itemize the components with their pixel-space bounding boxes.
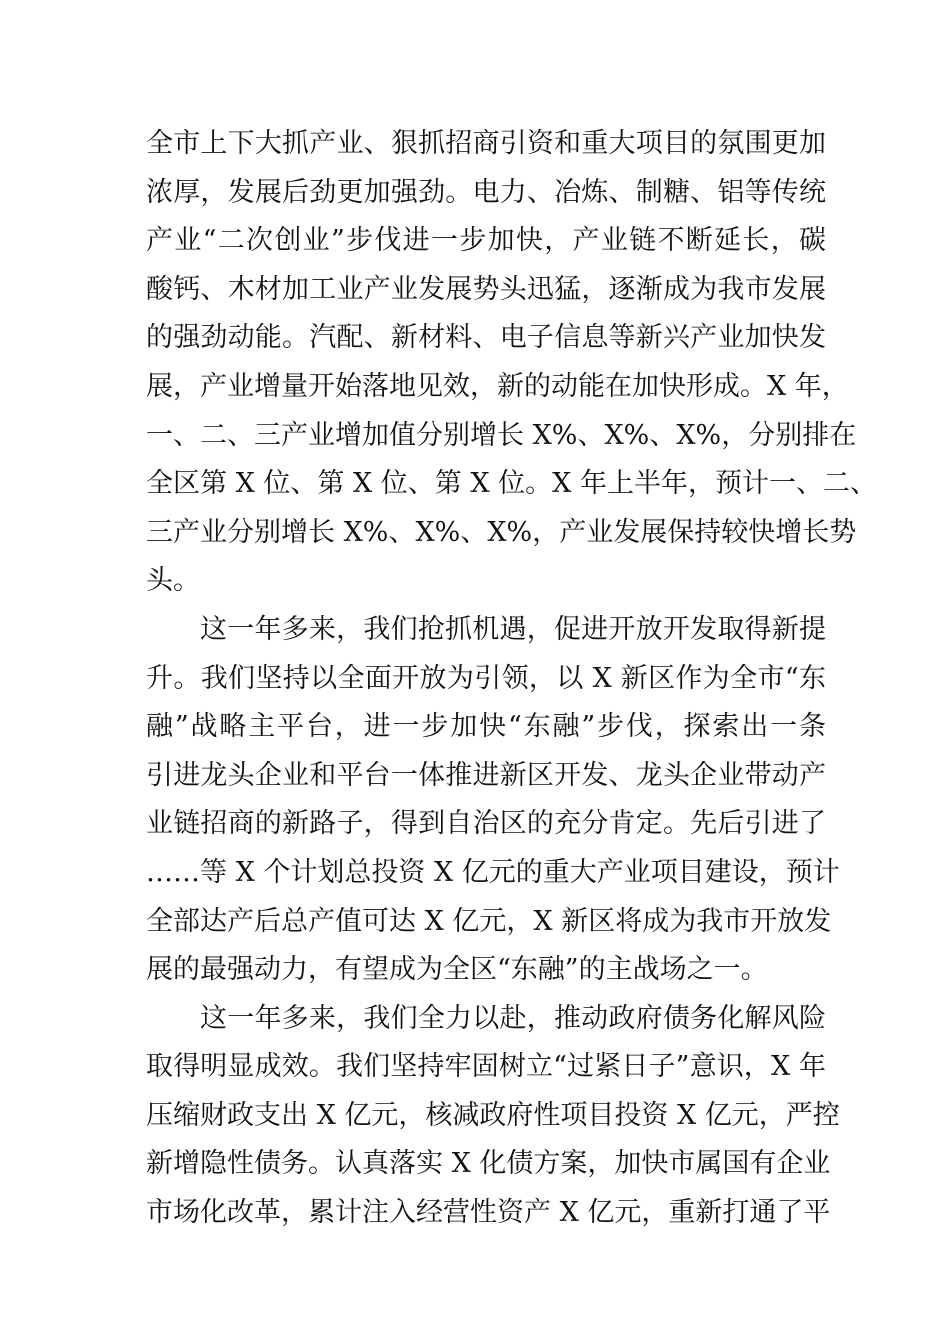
paragraph-3-line-2: 取得明显成效。我们坚持牢固树立“过紧日子”意识，X 年 [146,1051,826,1083]
paragraph-3-line-1: 这一年多来，我们全力以赴，推动政府债务化解风险 [200,1002,826,1034]
paragraph-1-line-6: 展，产业增量开始落地见效，新的动能在加快形成。X 年， [146,370,849,402]
paragraph-2-line-2: 升。我们坚持以全面开放为引领，以 X 新区作为全市“东 [146,662,826,694]
paragraph-1-line-4: 酸钙、木材加工业产业发展势头迅猛，逐渐成为我市发展 [146,273,826,305]
paragraph-2-line-3: 融”战略主平台，进一步加快“东融”步伐，探索出一条 [146,711,826,743]
paragraph-3-line-3: 压缩财政支出 X 亿元，核减政府性项目投资 X 亿元，严控 [146,1099,840,1131]
paragraph-2-line-7: 全部达产后总产值可达 X 亿元，X 新区将成为我市开放发 [146,905,832,937]
paragraph-1-line-10: 头。 [146,565,200,597]
paragraph-2-line-4: 引进龙头企业和平台一体推进新区开发、龙头企业带动产 [146,759,826,791]
paragraph-1-line-8: 全区第 X 位、第 X 位、第 X 位。X 年上半年，预计一、二、 [146,468,877,500]
paragraph-3-line-4: 新增隐性债务。认真落实 X 化债方案，加快市属国有企业 [146,1148,831,1180]
paragraph-1-line-3: 产业“二次创业”步伐进一步加快，产业链不断延长，碳 [146,225,826,257]
paragraph-1-line-1: 全市上下大抓产业、狠抓招商引资和重大项目的氛围更加 [146,128,826,159]
paragraph-2-line-8: 展的最强动力，有望成为全区“东融”的主战场之一。 [146,954,768,986]
document-body [146,120,877,1238]
paragraph-3-line-5: 市场化改革，累计注入经营性资产 X 亿元，重新打通了平 [146,1197,831,1229]
paragraph-1-line-9: 三产业分别增长 X%、X%、X%，产业发展保持较快增长势 [146,516,857,548]
paragraph-2-line-6: ……等 X 个计划总投资 X 亿元的重大产业项目建设，预计 [146,856,840,888]
paragraph-1-line-5: 的强劲动能。汽配、新材料、电子信息等新兴产业加快发 [146,322,826,354]
paragraph-1-line-7: 一、二、三产业增加值分别增长 X%、X%、X%，分别排在 [146,419,857,451]
paragraph-2-line-5: 业链招商的新路子，得到自治区的充分肯定。先后引进了 [146,808,826,840]
paragraph-2-line-1: 这一年多来，我们抢抓机遇，促进开放开发取得新提 [200,613,826,645]
paragraph-1-line-2: 浓厚，发展后劲更加强劲。电力、冶炼、制糖、铝等传统 [146,176,826,208]
